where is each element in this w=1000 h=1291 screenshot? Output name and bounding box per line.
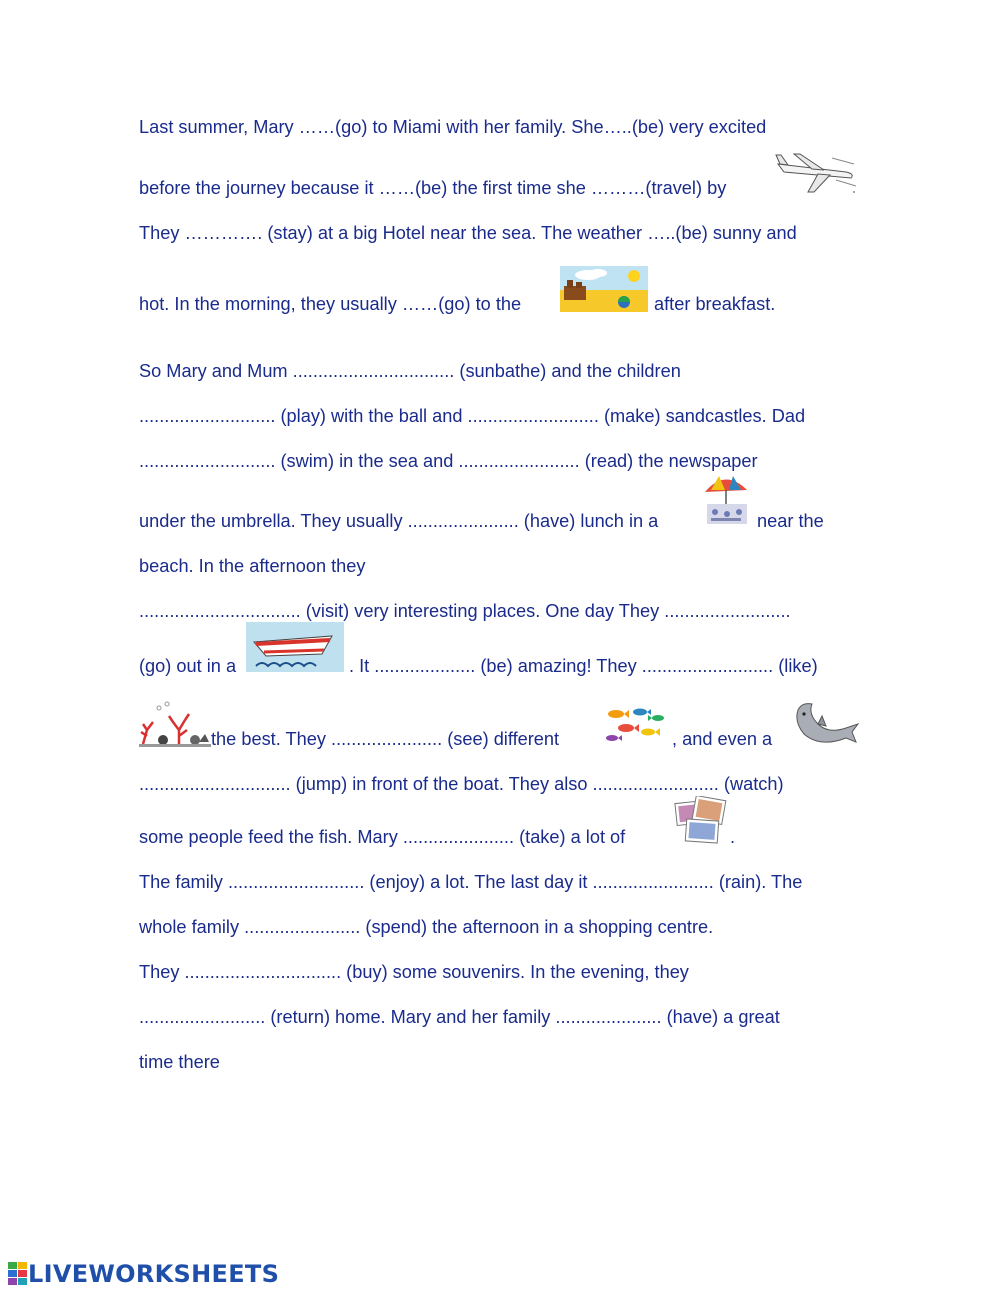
worksheet-line: They ............................... (buy) some souvenirs. In the evening, they: [139, 962, 689, 982]
worksheet-line: the best. They ...................... (see) different: [211, 729, 560, 749]
worksheet-line: .............................. (jump) in front of the boat. They also ......................... (watch): [139, 774, 784, 794]
worksheet-line: ................................ (visit) very interesting places. One day They .........................: [139, 601, 791, 621]
liveworksheets-logo-icon: [8, 1262, 28, 1286]
worksheet-line: (go) out in a: [139, 656, 237, 676]
airplane-picture: [772, 150, 858, 196]
restaurant-picture: [701, 470, 753, 532]
worksheet-line: near the: [757, 511, 824, 531]
worksheet-line: some people feed the fish. Mary ...................... (take) a lot of: [139, 827, 626, 847]
coral-reef-picture: [139, 700, 211, 748]
worksheet-line: ......................... (return) home. Mary and her family ..................... (have) a great: [139, 1007, 780, 1027]
logo-text: LIVEWORKSHEETS: [28, 1260, 280, 1288]
worksheet-line: Last summer, Mary ……(go) to Miami with her family. She…..(be) very excited: [139, 117, 767, 137]
worksheet-line: after breakfast.: [654, 294, 776, 314]
worksheet-line: , and even a: [672, 729, 773, 749]
worksheet-line: They …………. (stay) at a big Hotel near the sea. The weather …..(be) sunny and: [139, 223, 797, 243]
worksheet-line: So Mary and Mum ................................ (sunbathe) and the children: [139, 361, 681, 381]
worksheet-line: hot. In the morning, they usually ……(go) to the: [139, 294, 522, 314]
worksheet-line: time there: [139, 1052, 220, 1072]
boat-picture: [246, 622, 344, 672]
worksheet-line: whole family ....................... (spend) the afternoon in a shopping centre.: [139, 917, 714, 937]
worksheet-line: before the journey because it ……(be) the first time she ………(travel) by: [139, 178, 727, 198]
worksheet-line: beach. In the afternoon they: [139, 556, 366, 576]
fish-picture: [600, 706, 668, 746]
worksheet-line: .: [730, 827, 736, 847]
liveworksheets-logo: [8, 1260, 279, 1288]
beach-picture: [560, 266, 648, 312]
worksheet-line: ........................... (swim) in the sea and ........................ (read) the newspaper: [139, 451, 758, 471]
worksheet-line: . It .................... (be) amazing! They .......................... (like): [349, 656, 818, 676]
photos-picture: [672, 796, 730, 848]
dolphin-picture: [792, 700, 860, 748]
worksheet-line: under the umbrella. They usually ...................... (have) lunch in a: [139, 511, 659, 531]
worksheet-line: ........................... (play) with the ball and .......................... (make) sandcastles. Dad: [139, 406, 806, 426]
worksheet-line: The family ........................... (enjoy) a lot. The last day it ........................ (rain). The: [139, 872, 803, 892]
